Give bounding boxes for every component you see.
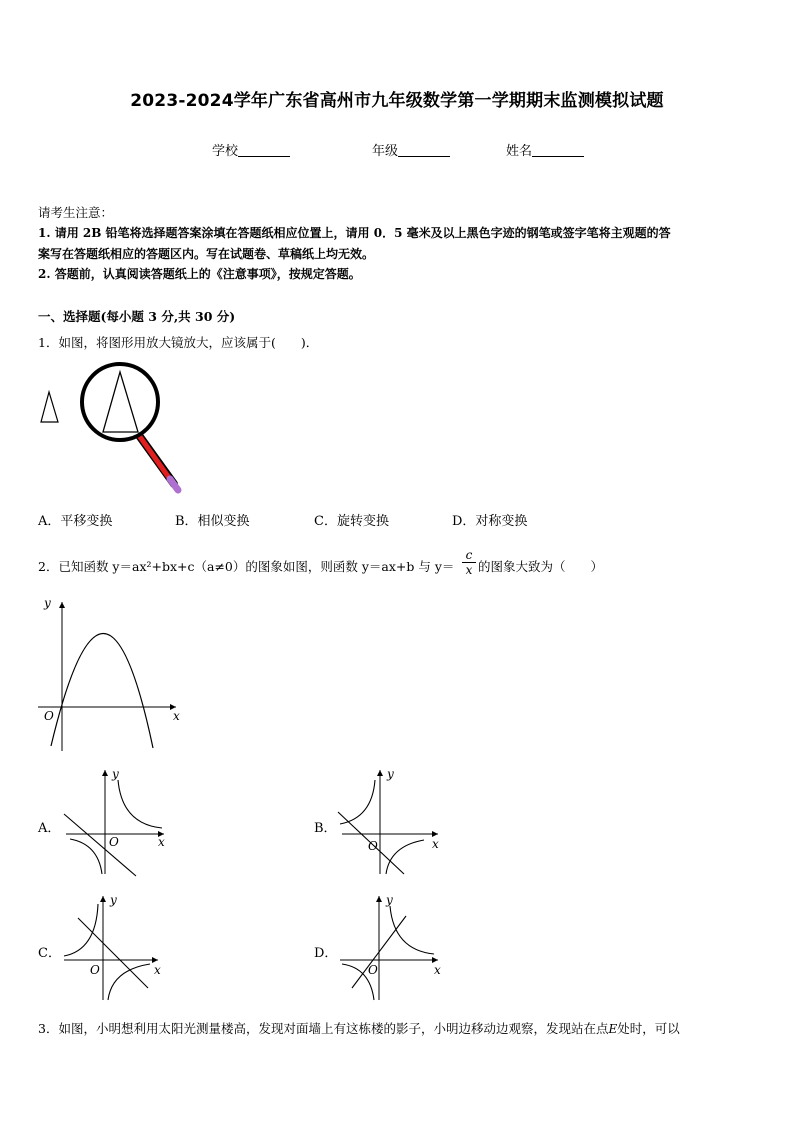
q1-option-d: D．对称变换: [452, 514, 528, 529]
q2-b-origin-label: O: [368, 839, 378, 853]
grade-label: 年级: [372, 144, 399, 159]
q1-option-c: C．旋转变换: [314, 514, 389, 529]
q2-b-y-label: y: [387, 767, 394, 781]
grade-blank: [398, 144, 450, 157]
notice-line-1b: 案写在答题纸相应的答题区内。写在试题卷、草稿纸上均无效。: [38, 247, 375, 261]
q2-option-d-graph: [334, 892, 454, 1004]
q2-option-a-label: A．: [38, 821, 61, 836]
q1-option-a: A．平移变换: [38, 514, 113, 529]
small-triangle-icon: [41, 392, 58, 422]
q2-a-y-label: y: [112, 767, 119, 781]
q2-frac-num: c: [465, 548, 473, 562]
q2-frac-den: x: [465, 563, 473, 577]
q2-fraction: [462, 549, 476, 577]
q2-d-x-label: x: [434, 963, 441, 977]
q2-option-d-label: D．: [314, 946, 338, 961]
q1-figure: [36, 360, 196, 500]
notice-heading: 请考生注意：: [38, 205, 114, 220]
school-label: 学校: [212, 144, 239, 159]
q2-stem-part2: 的图象大致为（ ）: [478, 559, 604, 574]
page-title: 2023-2024学年广东省高州市九年级数学第一学期期末监测模拟试题: [130, 91, 664, 111]
q2-c-x-label: x: [154, 963, 161, 977]
q3-stem-text: 3．如图，小明想利用太阳光测量楼高，发现对面墙上有这栋楼的影子，小明边移动边观察，发现站在点: [38, 1021, 609, 1036]
q1-stem: 1．如图，将图形用放大镜放大，应该属于( )．: [38, 335, 319, 350]
name-label: 姓名: [506, 144, 533, 159]
q2-a-origin-label: O: [109, 835, 119, 849]
q2-parabola-figure: [34, 596, 184, 756]
magnifier-icon: [82, 364, 178, 490]
q2-option-b-label: B．: [314, 821, 337, 836]
school-blank: [238, 144, 290, 157]
q2-axis-y-label: y: [44, 596, 51, 610]
q2-a-x-label: x: [158, 835, 165, 849]
notice-line-2: 2. 答题前，认真阅读答题纸上的《注意事项》，按规定答题。: [38, 267, 361, 281]
q2-c-origin-label: O: [90, 963, 100, 977]
q3-stem: [38, 1019, 680, 1037]
q3-point-label: E: [608, 1022, 618, 1036]
grade-field: [372, 140, 450, 159]
q2-axis-x-label: x: [173, 709, 180, 723]
q2-option-c-label: C．: [38, 946, 61, 961]
name-field: [506, 140, 584, 159]
section-heading: 一、选择题(每小题 3 分,共 30 分): [38, 309, 236, 324]
q2-option-b-graph: [334, 766, 454, 878]
q2-stem-part1: 2．已知函数 y＝ax²+bx+c（a≠0）的图象如图，则函数 y＝ax+b 与 y＝: [38, 559, 455, 574]
q2-d-y-label: y: [386, 893, 393, 907]
q2-origin-label: O: [44, 709, 54, 723]
q2-c-y-label: y: [110, 893, 117, 907]
q2-option-a-graph: [58, 766, 178, 878]
school-field: [212, 140, 290, 159]
q2-d-origin-label: O: [368, 963, 378, 977]
q2-option-c-graph: [58, 892, 178, 1004]
name-blank: [532, 144, 584, 157]
notice-line-1: 1. 请用 2B 铅笔将选择题答案涂填在答题纸相应位置上，请用 0．5 毫米及以上黑色字迹的钢笔或签字笔将主观题的答: [38, 226, 671, 240]
q3-stem-end: 处时，可以: [617, 1021, 680, 1036]
q1-option-b: B．相似变换: [175, 514, 250, 529]
q2-b-x-label: x: [432, 837, 439, 851]
